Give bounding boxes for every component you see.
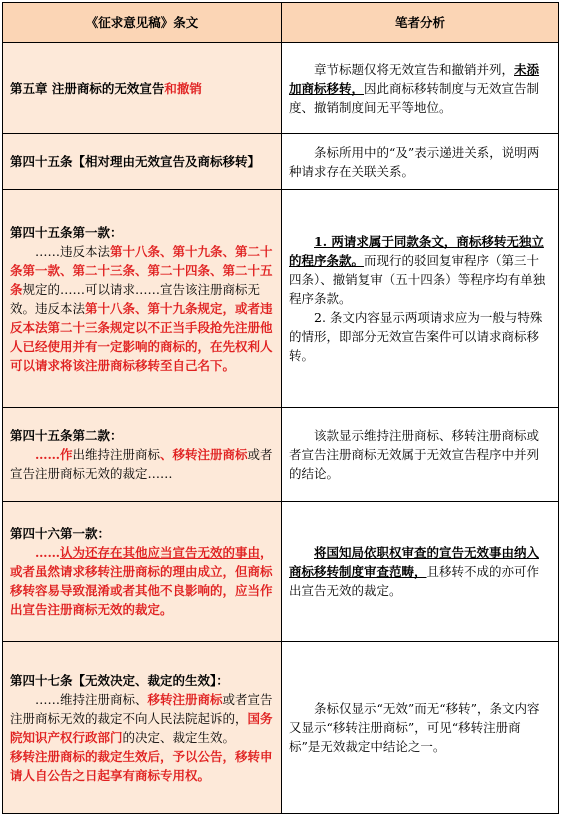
law-emphasis: 第十八条、第十九条、第二十条第一款、第二十三条、第二十四条、第二十五条 (10, 243, 273, 297)
note-cell (282, 642, 559, 814)
note-cell (282, 408, 559, 502)
law-text: 第四十五条【相对理由无效宣告及商标移转】 (10, 154, 261, 169)
law-emphasis: …… (35, 545, 60, 560)
header-row (3, 3, 559, 43)
law-emphasis: 国务院知识产权行政部门 (10, 710, 273, 745)
note-text: 条标所用中的“及”表示递进关系，说明两种请求存在关联关系。 (289, 144, 540, 179)
law-text: ……维持注册商标、 (35, 691, 148, 707)
header-col2: 笔者分析 (282, 3, 559, 43)
note-emphasis: 未添加商标移转， (289, 61, 540, 96)
law-cell (3, 408, 282, 502)
table-row (3, 502, 559, 642)
law-cell (3, 134, 282, 190)
law-cell (3, 502, 282, 642)
header-col1: 《征求意见稿》条文 (3, 3, 282, 43)
law-text: 第五章 注册商标的无效宣告 (10, 80, 165, 96)
table-row (3, 408, 559, 502)
note-text: 条标仅显示“无效”而无“移转”，条文内容又显示“移转注册商标”，可见“移转注册商标”是无效裁定中结论之一。 (289, 701, 540, 754)
law-text: 规定的……可以请求……宣告该注册商标无效。违反本法 (10, 281, 261, 316)
law-text: 的决定、裁定生效。 (122, 729, 236, 745)
law-text: ……违反本法 (35, 243, 111, 259)
law-emphasis: …… (35, 447, 60, 462)
table-row (3, 134, 559, 190)
law-cell (3, 642, 282, 814)
law-title: 第四十五条第一款： (10, 224, 123, 240)
table-row (3, 642, 559, 814)
law-emphasis: 作 (60, 447, 73, 462)
note-text: 因此商标移转制度与无效宣告制度、撤销制度间无平等地位。 (289, 80, 540, 115)
law-emphasis: 移转注册商标 (147, 691, 223, 707)
note-cell (282, 134, 559, 190)
note-cell (282, 190, 559, 408)
law-cell (3, 190, 282, 408)
note-text: 且移转不成的亦可作出宣告无效的裁定。 (289, 564, 540, 598)
note-emphasis: 1. 两请求属于同款条文，商标移转无独立的程序条款。 (289, 234, 544, 268)
note-emphasis: 将国知局依职权审查的宣告无效事由纳入商标移转制度审查范畴， (289, 545, 540, 579)
note-cell (282, 43, 559, 134)
note-cell (282, 502, 559, 642)
note-text: 该款显示维持注册商标、移转注册商标或者宣告注册商标无效属于无效宣告程序中并列的结论。 (289, 428, 540, 481)
law-emphasis-underlined: 认为还存在其他应当宣告无效的事由 (60, 545, 261, 560)
law-emphasis: 移转注册商标的裁定生效后，予以公告，移转申请人自公告之日起享有商标专用权。 (10, 748, 273, 783)
law-text: 或者宣告注册商标无效的裁定…… (10, 447, 273, 481)
table-row (3, 43, 559, 134)
law-emphasis: 第十八条、第十九条规定，或者违反本法第二十三条规定以不正当手段抢先注册他人已经使用并有一定影响的商标的，在先权利人可以请求将该注册商标移转至自己名下。 (10, 300, 273, 373)
law-emphasis: 和撤销 (164, 80, 202, 96)
law-text: 或者宣告注册商标无效的裁定不向人民法院起诉的， (10, 691, 273, 726)
note-text: 而现行的驳回复审程序（第三十四条）、撤销复审（五十四条）等程序均有单独程序条款。 (289, 253, 546, 306)
law-emphasis: ，或者虽然请求移转注册商标的理由成立，但商标移转容易导致混淆或者其他不良影响的，应当作出宣告注册商标无效的裁定。 (10, 545, 273, 617)
table-row (3, 190, 559, 408)
comparison-table (2, 2, 559, 814)
law-text: 出维持注册商标 (72, 447, 161, 462)
law-title: 第四十七条【无效决定、裁定的生效】： (10, 672, 229, 688)
law-title: 第四十六第一款： (10, 526, 111, 541)
law-emphasis: 、移转注册商标 (160, 447, 248, 462)
note-text: 2. 条文内容显示两项请求应为一般与特殊的情形，即部分无效宣告案件可以请求商标移转。 (289, 310, 543, 363)
law-title: 第四十五条第二款： (10, 428, 123, 443)
law-cell (3, 43, 282, 134)
note-text: 章节标题仅将无效宣告和撤销并列， (314, 61, 515, 77)
